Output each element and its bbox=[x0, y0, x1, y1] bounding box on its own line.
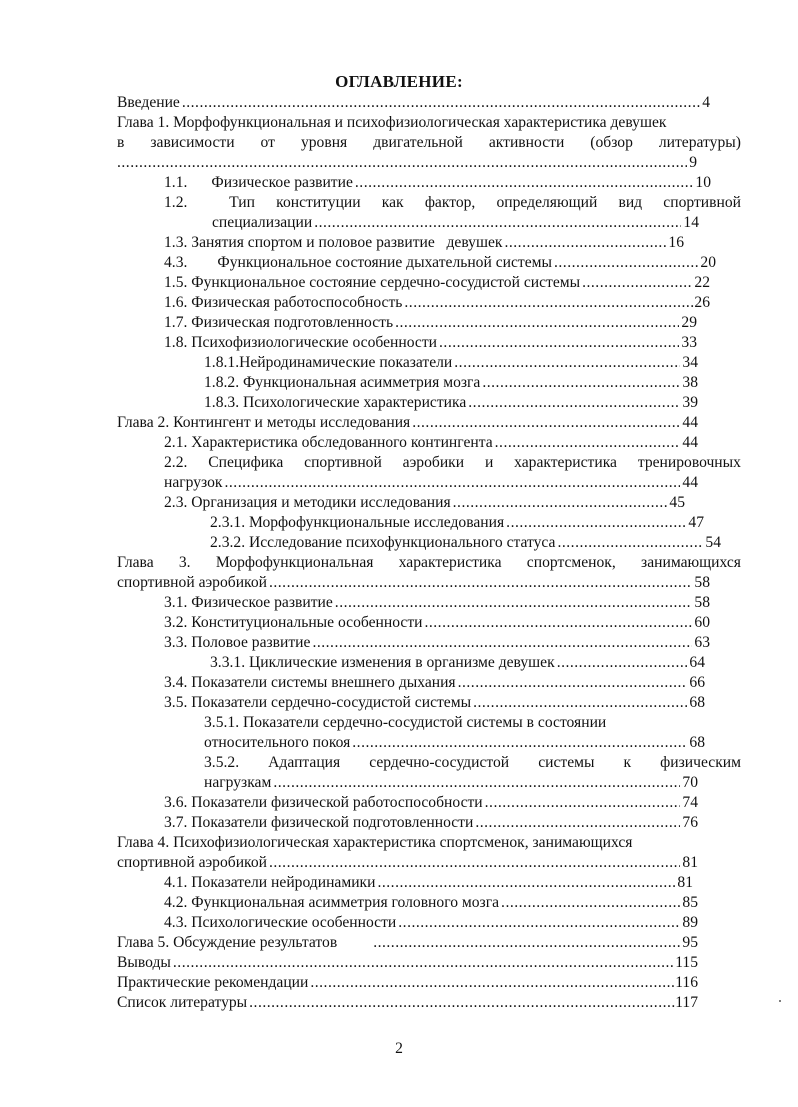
toc-chapter-1-line2[interactable] bbox=[117, 133, 741, 153]
toc-page: 116 bbox=[675, 974, 698, 991]
leader-dots bbox=[377, 873, 675, 893]
leader-dots bbox=[468, 393, 680, 413]
toc-chapter-5[interactable] bbox=[117, 933, 698, 953]
word: Тип bbox=[229, 194, 255, 211]
toc-page: 58 bbox=[694, 594, 710, 611]
toc-label: 4.3. Психологические особенности bbox=[164, 914, 397, 931]
toc-page: 9 bbox=[689, 154, 697, 171]
toc-page: 89 bbox=[682, 914, 698, 931]
toc-page: 14 bbox=[683, 214, 699, 231]
toc-entry-intro[interactable] bbox=[117, 93, 710, 113]
toc-label: спортивной аэробикой bbox=[117, 854, 267, 871]
leader-dots bbox=[352, 733, 687, 753]
toc-label: 1.6. Физическая работоспособность bbox=[164, 294, 403, 311]
toc-number: 4.3. bbox=[164, 254, 188, 271]
toc-entry-1-8-3[interactable] bbox=[204, 393, 698, 413]
toc-entry-3-3[interactable] bbox=[164, 633, 710, 653]
toc-label: Практические рекомендации bbox=[117, 974, 309, 991]
toc-label: 3.4. Показатели системы внешнего дыхания bbox=[164, 674, 456, 691]
toc-entry-3-5-2-line2[interactable] bbox=[204, 773, 698, 793]
toc-label: 3.3. Половое развитие bbox=[164, 634, 311, 651]
leader-dots bbox=[454, 353, 680, 373]
leader-dots bbox=[453, 493, 668, 513]
toc-label: 2.3.2. Исследование психофункционального статуса bbox=[210, 534, 556, 551]
toc-page: 38 bbox=[682, 374, 698, 391]
leader-dots bbox=[485, 793, 681, 813]
toc-label: нагрузкам bbox=[204, 774, 272, 791]
toc-chapter-4-line2[interactable] bbox=[117, 853, 698, 873]
word: спортивной bbox=[663, 194, 741, 211]
toc-page: 81 bbox=[677, 874, 693, 891]
toc-entry-1-1[interactable] bbox=[164, 173, 711, 193]
leader-dots bbox=[398, 913, 680, 933]
toc-label: 1.8.3. Психологические характеристика bbox=[204, 394, 467, 411]
toc-entry-2-3-2[interactable] bbox=[210, 533, 721, 553]
toc-page: 44 bbox=[682, 414, 698, 431]
toc-label: 3.5. Показатели сердечно-сосудистой системы bbox=[164, 694, 472, 711]
leader-dots bbox=[173, 953, 675, 973]
toc-entry-recommendations[interactable] bbox=[117, 973, 698, 993]
word: Адаптация bbox=[268, 754, 341, 771]
leader-dots bbox=[557, 653, 688, 673]
word: конституции bbox=[276, 194, 361, 211]
toc-label: 4.2. Функциональная асимметрия головного мозга bbox=[164, 894, 500, 911]
toc-entry-2-3-1[interactable] bbox=[210, 513, 704, 533]
word: как bbox=[381, 194, 404, 211]
toc-entry-4-3-respiratory[interactable] bbox=[164, 253, 716, 273]
toc-page: 115 bbox=[675, 954, 698, 971]
toc-title: ОГЛАВЛЕНИЕ: bbox=[335, 72, 463, 91]
word: уровня bbox=[300, 134, 348, 151]
leader-dots bbox=[501, 893, 680, 913]
toc-chapter-3-line2[interactable] bbox=[117, 573, 710, 593]
toc-label: 1.8. Психофизиологические особенности bbox=[164, 334, 438, 351]
toc-chapter-4-line1[interactable]: Глава 4. Психофизиологическая характеристика спортсменок, занимающихся bbox=[117, 834, 633, 851]
leader-dots bbox=[504, 233, 666, 253]
toc-label: Глава 2. Контингент и методы исследования bbox=[117, 414, 411, 431]
toc-page: 74 bbox=[682, 794, 698, 811]
toc-entry-3-6[interactable] bbox=[164, 793, 698, 813]
toc-entry-1-7[interactable] bbox=[164, 313, 697, 333]
toc-entry-4-3[interactable] bbox=[164, 913, 698, 933]
toc-label: 3.7. Показатели физической подготовленности bbox=[164, 814, 474, 831]
toc-entry-3-3-1[interactable] bbox=[210, 653, 705, 673]
toc-label: Список литературы bbox=[117, 994, 248, 1011]
leader-dots bbox=[225, 473, 681, 493]
word: характеристика bbox=[514, 454, 617, 471]
word: Глава bbox=[117, 554, 154, 571]
toc-number: 1.2. bbox=[164, 194, 188, 211]
toc-page: 4 bbox=[702, 94, 710, 111]
toc-entry-3-2[interactable] bbox=[164, 613, 710, 633]
toc-label: нагрузок bbox=[164, 474, 223, 491]
leader-dots bbox=[355, 173, 694, 193]
leader-dots bbox=[506, 513, 686, 533]
leader-dots bbox=[373, 933, 680, 953]
toc-page: 10 bbox=[695, 174, 711, 191]
leader-dots bbox=[314, 213, 681, 233]
toc-label: 1.5. Функциональное состояние сердечно-сосудистой системы bbox=[164, 274, 581, 291]
toc-label: 2.3.1. Морфофункциональные исследования bbox=[210, 514, 505, 531]
word: занимающихся bbox=[641, 554, 741, 571]
toc-entry-3-5-2-line1[interactable] bbox=[204, 753, 741, 773]
toc-page: 22 bbox=[694, 274, 710, 291]
toc-entry-conclusions[interactable] bbox=[117, 953, 698, 973]
toc-page: 54 bbox=[705, 534, 721, 551]
toc-page: 95 bbox=[682, 934, 698, 951]
word: фактор, bbox=[424, 194, 476, 211]
leader-dots bbox=[554, 253, 698, 273]
leader-dots bbox=[395, 313, 679, 333]
word: системы bbox=[538, 754, 595, 771]
toc-page: 26 bbox=[694, 294, 710, 311]
word: характеристика bbox=[398, 554, 502, 571]
toc-entry-1-2-line1[interactable] bbox=[164, 193, 741, 213]
toc-page: 60 bbox=[694, 614, 710, 631]
toc-label: 1.3. Занятия спортом и половое развитие девушек bbox=[164, 234, 503, 251]
toc-label: Физическое развитие bbox=[211, 174, 353, 191]
toc-label: Введение bbox=[117, 94, 180, 111]
toc-chapter-1-line1[interactable]: Глава 1. Морфофункциональная и психофизиологическая характеристика девушек bbox=[117, 114, 667, 131]
toc-label: 3.1. Физическое развитие bbox=[164, 594, 333, 611]
word: активности bbox=[488, 134, 565, 151]
leader-dots bbox=[404, 293, 694, 313]
toc-page: 20 bbox=[700, 254, 716, 271]
toc-entry-1-8-2[interactable] bbox=[204, 373, 698, 393]
toc-page: 68 bbox=[689, 694, 705, 711]
toc-entry-1-6[interactable] bbox=[164, 293, 710, 313]
toc-entry-2-2-line2[interactable] bbox=[164, 473, 698, 493]
leader-dots bbox=[335, 593, 693, 613]
page-number: 2 bbox=[395, 1040, 403, 1057]
toc-entry-1-8[interactable] bbox=[164, 333, 697, 353]
word: спортсменок, bbox=[526, 554, 616, 571]
toc-page: 47 bbox=[688, 514, 704, 531]
leader-dots bbox=[312, 633, 692, 653]
leader-dots bbox=[117, 153, 687, 173]
leader-dots bbox=[182, 93, 700, 113]
word: двигательной bbox=[373, 134, 463, 151]
toc-chapter-2[interactable] bbox=[117, 413, 698, 433]
toc-label: 4.1. Показатели нейродинамики bbox=[164, 874, 376, 891]
leader-dots bbox=[269, 573, 692, 593]
toc-entry-3-7[interactable] bbox=[164, 813, 698, 833]
toc-entry-4-2[interactable] bbox=[164, 893, 698, 913]
leader-dots bbox=[458, 673, 688, 693]
word: в bbox=[117, 134, 125, 151]
word: и bbox=[484, 454, 494, 471]
toc-page: 29 bbox=[681, 314, 697, 331]
word: (обзор bbox=[590, 134, 633, 151]
word: 2.2. bbox=[164, 454, 188, 471]
toc-entry-3-5[interactable] bbox=[164, 693, 705, 713]
toc-label: 1.8.1.Нейродинамические показатели bbox=[204, 354, 453, 371]
toc-label: Глава 5. Обсуждение результатов bbox=[117, 934, 338, 951]
toc-chapter-1-page-line[interactable] bbox=[117, 153, 697, 173]
toc-label: спортивной аэробикой bbox=[117, 574, 267, 591]
toc-label: 1.8.2. Функциональная асимметрия мозга bbox=[204, 374, 481, 391]
toc-page: 81 bbox=[682, 854, 698, 871]
toc-entry-1-2-line2[interactable] bbox=[212, 213, 699, 233]
toc-entry-1-3[interactable] bbox=[164, 233, 684, 253]
leader-dots bbox=[557, 533, 703, 553]
toc-page: 76 bbox=[682, 814, 698, 831]
toc-label: 1.7. Физическая подготовленность bbox=[164, 314, 394, 331]
toc-page: 85 bbox=[682, 894, 698, 911]
leader-dots bbox=[473, 693, 687, 713]
word: физическим bbox=[660, 754, 741, 771]
toc-entry-1-8-1[interactable] bbox=[204, 353, 698, 373]
toc-entry-2-2-line1[interactable] bbox=[164, 453, 741, 473]
toc-page: 70 bbox=[682, 774, 698, 791]
toc-page: 117 bbox=[675, 994, 698, 1011]
toc-label: 2.3. Организация и методики исследования bbox=[164, 494, 451, 511]
toc-page: 68 bbox=[689, 734, 705, 751]
toc-page: 63 bbox=[694, 634, 710, 651]
toc-page: 44 bbox=[682, 474, 698, 491]
toc-label: Выводы bbox=[117, 954, 171, 971]
scan-speck bbox=[779, 1000, 781, 1002]
toc-entry-1-5[interactable] bbox=[164, 273, 710, 293]
toc-page: 39 bbox=[682, 394, 698, 411]
toc-page: 58 bbox=[694, 574, 710, 591]
word: Специфика bbox=[208, 454, 284, 471]
word: вид bbox=[618, 194, 643, 211]
toc-entry-3-5-1-line2[interactable] bbox=[204, 733, 705, 753]
word: 3.5.2. bbox=[204, 754, 240, 771]
leader-dots bbox=[475, 813, 680, 833]
word: аэробики bbox=[402, 454, 465, 471]
toc-entry-3-1[interactable] bbox=[164, 593, 710, 613]
toc-page: 16 bbox=[668, 234, 684, 251]
word: Морфофункциональная bbox=[215, 554, 374, 571]
leader-dots bbox=[249, 993, 675, 1013]
leader-dots bbox=[310, 973, 675, 993]
toc-entry-2-3[interactable] bbox=[164, 493, 685, 513]
word: литературы) bbox=[658, 134, 741, 151]
toc-page: 34 bbox=[682, 354, 698, 371]
word: 3. bbox=[178, 554, 191, 571]
leader-dots bbox=[412, 413, 680, 433]
word: сердечно-сосудистой bbox=[369, 754, 510, 771]
toc-entry-3-4[interactable] bbox=[164, 673, 705, 693]
toc-label: относительного покоя bbox=[204, 734, 351, 751]
toc-entry-4-1[interactable] bbox=[164, 873, 693, 893]
word: зависимости bbox=[150, 134, 235, 151]
toc-page: 33 bbox=[681, 334, 697, 351]
word: тренировочных bbox=[637, 454, 741, 471]
toc-label: Функциональное состояние дыхательной системы bbox=[217, 254, 552, 271]
word: к bbox=[623, 754, 632, 771]
leader-dots bbox=[495, 433, 681, 453]
toc-label: 3.6. Показатели физической работоспособности bbox=[164, 794, 483, 811]
word: определяющий bbox=[496, 194, 598, 211]
leader-dots bbox=[424, 613, 692, 633]
toc-page: 45 bbox=[669, 494, 685, 511]
toc-entry-references[interactable] bbox=[117, 993, 698, 1013]
word: спортивной bbox=[304, 454, 382, 471]
word: от bbox=[260, 134, 275, 151]
toc-page: 64 bbox=[689, 654, 705, 671]
toc-number: 1.1. bbox=[164, 174, 188, 191]
toc-page: 66 bbox=[689, 674, 705, 691]
toc-chapter-3-line1[interactable] bbox=[117, 553, 741, 573]
leader-dots bbox=[482, 373, 680, 393]
toc-label: специализации bbox=[212, 214, 313, 231]
toc-label: 3.3.1. Циклические изменения в организме девушек bbox=[210, 654, 555, 671]
toc-label: 3.2. Конституциональные особенности bbox=[164, 614, 423, 631]
toc-label: 2.1. Характеристика обследованного контингента bbox=[164, 434, 493, 451]
toc-entry-2-1[interactable] bbox=[164, 433, 698, 453]
leader-dots bbox=[439, 333, 679, 353]
leader-dots bbox=[582, 273, 692, 293]
toc-entry-3-5-1-line1[interactable]: 3.5.1. Показатели сердечно-сосудистой системы в состоянии bbox=[204, 714, 607, 731]
toc-page: 44 bbox=[682, 434, 698, 451]
leader-dots bbox=[269, 853, 680, 873]
leader-dots bbox=[273, 773, 680, 793]
